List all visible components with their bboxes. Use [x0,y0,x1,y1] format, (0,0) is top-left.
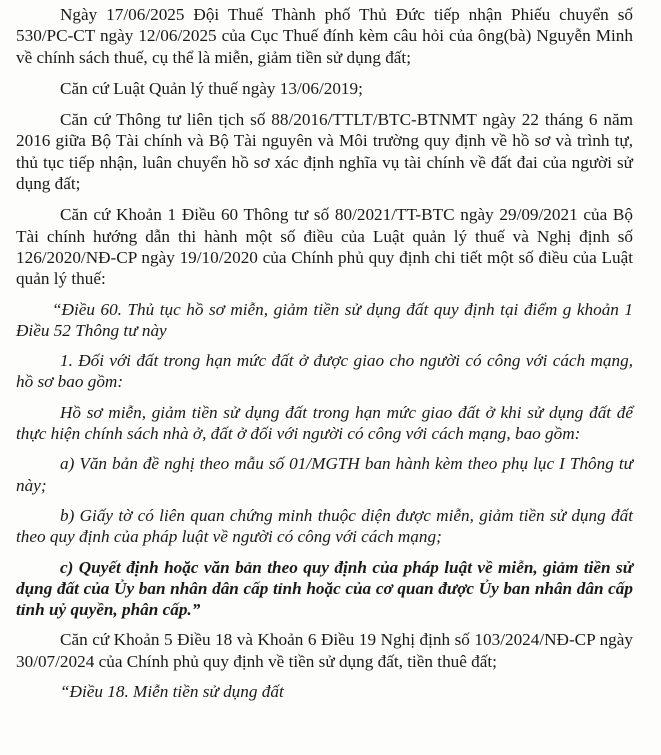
quote-clause-1: 1. Đối với đất trong hạn mức đất ở được giao cho người có công với cách mạng, hồ sơ bao gồm: [16,351,633,392]
quote-item-a: a) Văn bản đề nghị theo mẫu số 01/MGTH ban hành kèm theo phụ lục I Thông tư này; [16,454,633,495]
quote-article-18-heading: “Điều 18. Miễn tiền sử dụng đất [60,682,284,702]
legal-basis-tax-law: Căn cứ Luật Quản lý thuế ngày 13/06/2019; [60,78,363,98]
legal-basis-circular-88: Căn cứ Thông tư liên tịch số 88/2016/TTLT/BTC-BTNMT ngày 22 tháng 6 năm 2016 giữa Bộ Tài chính và Bộ Tài nguyên và Môi trường quy định về hồ sơ và trình tự, thủ tục tiếp nhận, luân chuyển hồ sơ xác định nghĩa vụ tài chính về đất đai của người sử dụng đất; [16,110,633,194]
quote-item-b: b) Giấy tờ có liên quan chứng minh thuộc diện được miễn, giảm tiền sử dụng đất theo quy định của pháp luật về người có công với cách mạng; [16,505,633,547]
quote-dossier: Hồ sơ miễn, giảm tiền sử dụng đất trong hạn mức giao đất ở khi sử dụng đất để thực hiện chính sách nhà ở, đất ở đối với người có công với cách mạng, bao gồm: [16,402,633,444]
intro-paragraph: Ngày 17/06/2025 Đội Thuế Thành phố Thủ Đức tiếp nhận Phiếu chuyển số 530/PC-CT ngày 12/06/2025 của Cục Thuế đính kèm câu hỏi của ông(bà) Nguyễn Minh về chính sách thuế, cụ thể là miễn, giảm tiền sử dụng đất; [16,5,633,67]
quote-article-60-heading: “Điều 60. Thủ tục hồ sơ miễn, giảm tiền sử dụng đất quy định tại điểm g khoản 1 Điều 52 Thông tư này [16,299,633,340]
quote-item-c: c) Quyết định hoặc văn bản theo quy định của pháp luật về miễn, giảm tiền sử dụng đất của Ủy ban nhân dân cấp tỉnh hoặc của cơ quan được Ủy ban nhân dân cấp tỉnh uỷ quyền, phân cấp.” [16,557,633,620]
legal-basis-circular-80: Căn cứ Khoản 1 Điều 60 Thông tư số 80/2021/TT-BTC ngày 29/09/2021 của Bộ Tài chính hướng dẫn thi hành một số điều của Luật quản lý thuế và Nghị định số 126/2020/NĐ-CP ngày 19/10/2020 của Chính phủ quy định chi tiết một số điều của Luật quản lý thuế: [16,205,633,289]
legal-basis-decree-103: Căn cứ Khoản 5 Điều 18 và Khoản 6 Điều 19 Nghị định số 103/2024/NĐ-CP ngày 30/07/2024 của Chính phủ quy định về tiền sử dụng đất, tiền thuê đất; [16,630,633,671]
